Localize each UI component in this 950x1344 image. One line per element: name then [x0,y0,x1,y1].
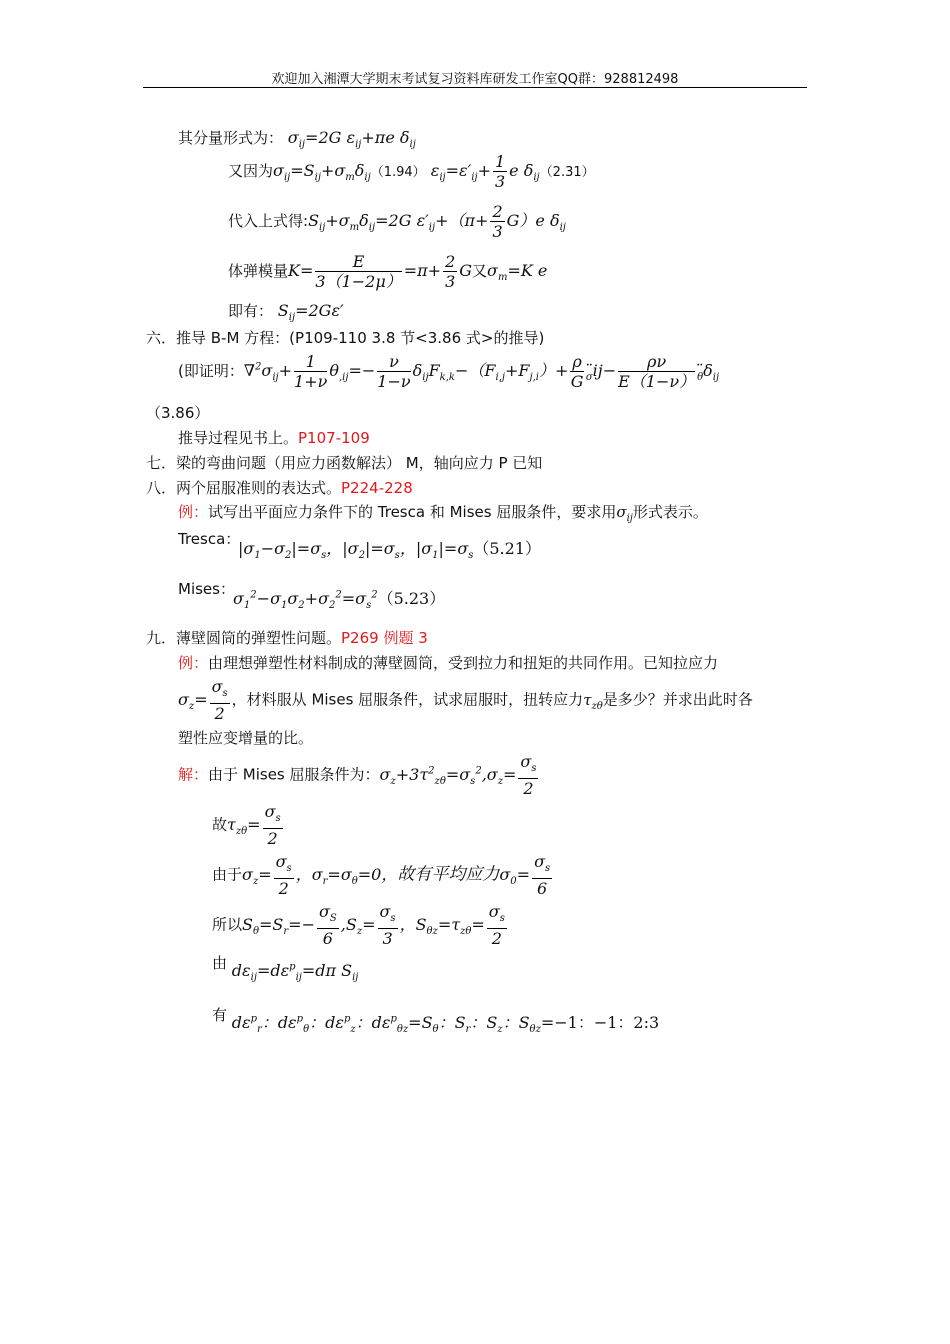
have-label: 有 [212,1006,228,1024]
formula-tresca: $|\sigma_1-\sigma_2|=\sigma_s$，$|\sigma_2|=\sigma_s$，$|\sigma_1|=\sigma_s$ [238,539,474,562]
formula-stresses: $\sigma_z=$ $\frac{\sigma_s}{2}$ ，$\sigma_r=\sigma_\theta=0$， [242,852,398,899]
solution-label: 解： [178,765,209,784]
pages-107-109: P107-109 [298,429,370,447]
hence-label: 故 [212,815,228,834]
formula-tau: $\tau_{z\theta}=$ $\frac{\sigma_s}{2}$ [227,802,281,849]
since2-line [212,852,554,898]
since-label: 又因为 [228,162,274,180]
substitute-label: 代入上式得: [228,212,309,230]
formula-bulk: K= $\frac{E}{3(1-2\mu)}$ =π+ $\frac{2}{3}$ G [288,252,473,291]
section-8-title: 八．两个屈服准则的表达式。 [146,479,342,497]
example-9-text-2: ，材料服从 Mises 屈服条件，试求屈服时，扭转应力 [231,690,584,709]
tresca-line [238,536,541,561]
solution-text: 由于 Mises 屈服条件为： [208,765,380,784]
eq-ref-386: （3.86） [146,404,210,422]
example-9-line-1 [178,652,718,673]
thus-label: 即有： [228,302,274,320]
eq-ref-231: （2.31） [539,165,595,180]
thus-line [228,300,344,323]
formula-deviatoric: $S_{ij}=2G\varepsilon'$ [277,301,344,324]
since-line [228,152,595,191]
tresca-ref: （5.21） [473,539,542,558]
prove-label: (即证明： [178,362,244,380]
section-9-title: 九．薄壁圆筒的弹塑性问题。 [146,629,342,647]
example-9-line-2 [178,677,753,723]
formula-ratio: $d\varepsilon^p_r$：$d\varepsilon^p_\theta$：$d\varepsilon^p_z$：$d\varepsilon^p_{\theta z}=S_\theta$：$S_r$：$S_z$：$S_{\theta z}=-1$：−1：2:3 [231,1013,660,1036]
mises-line [233,586,445,611]
formula-beltrami-michell: $\nabla^2\sigma_{ij}+$ $\frac{1}{1+\nu}$ $\theta_{,ij}=-$ $\frac{\nu}{1-\nu}$ $\delta_{ij}F_{k,k}-(F_{i,j}+F_{j,i})+$ $\frac{\rho}{G}$ $_\sigma$̈ij− $\frac{\rho\nu}{E(1-\nu)}$ $_\thetä\delta_{ij}$ [243,352,720,391]
eq-ref-194: （1.94） [370,165,426,180]
page-269-example: P269 例题 3 [341,629,428,647]
ratio-text: =−1：−1：2:3 [540,1013,660,1032]
mises-ref: （5.23） [377,589,446,608]
since2-label: 由于 [212,865,243,884]
formula-flow-rule: $d\varepsilon_{ij}=d\varepsilon^p_{ij}=d\pi$ $S_{ij}$ [231,961,359,984]
formula-substitute: $S_{ij}+\sigma_m\delta_{ij}=2G$ $\varepsilon'_{ij}+(\pi+$ $\frac{2}{3}$ G）e $\delta_{ij}$ [308,202,566,241]
component-form-line [178,127,416,150]
example-8-text-b: 形式表示。 [632,503,708,521]
bulk-label: 体弹模量 [228,262,289,280]
example-8-text: 试写出平面应力条件下的 Tresca 和 Mises 屈服条件，要求用 [208,503,617,521]
so-label: 所以 [212,915,243,934]
substitute-line [228,202,566,241]
example-9-text-3: 是多少？并求出此时各 [602,690,753,709]
solution-line [178,752,540,798]
example-9-text-4: 塑性应变增量的比。 [178,729,314,747]
see-book-text: 推导过程见书上。 [178,429,299,447]
header-divider [143,87,807,88]
formula-deviators: $S_\theta=S_r=-$ $\frac{\sigma_S}{6}$ $,S_z=$ $\frac{\sigma_s}{3}$ ，$S_{\theta z}=\tau_{z\theta}=$ $\frac{\sigma_s}{2}$ [242,902,505,949]
section-8-line [146,477,413,498]
formula-sigma-z: $\sigma_z=$ $\frac{\sigma_s}{2}$ [178,677,228,724]
avg-stress-text: 故有平均应力 [397,864,500,885]
component-label: 其分量形式为： [178,129,284,147]
bulk-modulus-line [228,252,547,291]
so-line [212,902,509,948]
formula-mean-stress: $\sigma_m=K$ e [487,261,548,284]
tau-symbol: $\tau_{z\theta}$ [583,690,603,712]
page-header: 欢迎加入湘潭大学期末考试复习资料库研发工作室QQ群：928812498 [271,72,679,87]
section-9-line [146,627,428,648]
from-line [212,952,359,984]
mises-label: Mises： [178,580,235,598]
formula-mises: $\sigma_1^2-\sigma_1\sigma_2+\sigma_2^2=\sigma_s^2$ [233,589,378,612]
have-line [212,1002,660,1036]
example-9-text: 由理想弹塑性材料制成的薄壁圆筒，受到拉力和扭矩的共同作用。已知拉应力 [208,654,719,672]
bulk-also: 又 [472,262,488,280]
example-8-line [178,501,708,524]
formula-194: $\sigma_{ij}=S_{ij}+\sigma_m\delta_{ij}$ [273,161,371,184]
hence-line [212,802,285,848]
bm-equation-line [178,352,719,391]
sigma-ij-symbol: $\sigma_{ij}$ [616,503,633,524]
tresca-label: Tresca： [178,530,241,548]
formula-yield-condition: $\sigma_z+3\tau^2_{z\theta}=\sigma_s^2,\sigma_z=$ $\frac{\sigma_s}{2}$ [379,752,537,799]
pages-224-228: P224-228 [341,479,413,497]
formula-component: $\sigma_{ij}=2G$ $\varepsilon_{ij}+\pi e$ $\delta_{ij}$ [287,128,416,151]
formula-231: $\varepsilon_{ij}=\varepsilon'_{ij}+$ $\frac{1}{3}$ e $\delta_{ij}$ [425,152,540,191]
from-label: 由 [212,954,228,972]
example-9-label: 例： [178,654,209,672]
example-label: 例： [178,503,209,521]
formula-avg-stress: $\sigma_0=$ $\frac{\sigma_s}{6}$ [499,852,551,899]
section-6-title: 六．推导 B-M 方程：(P109-110 3.8 节<3.86 式>的推导) [146,329,545,347]
see-book-line [178,427,370,448]
section-7-title: 七．梁的弯曲问题（用应力函数解法） M，轴向应力 P 已知 [146,454,543,472]
